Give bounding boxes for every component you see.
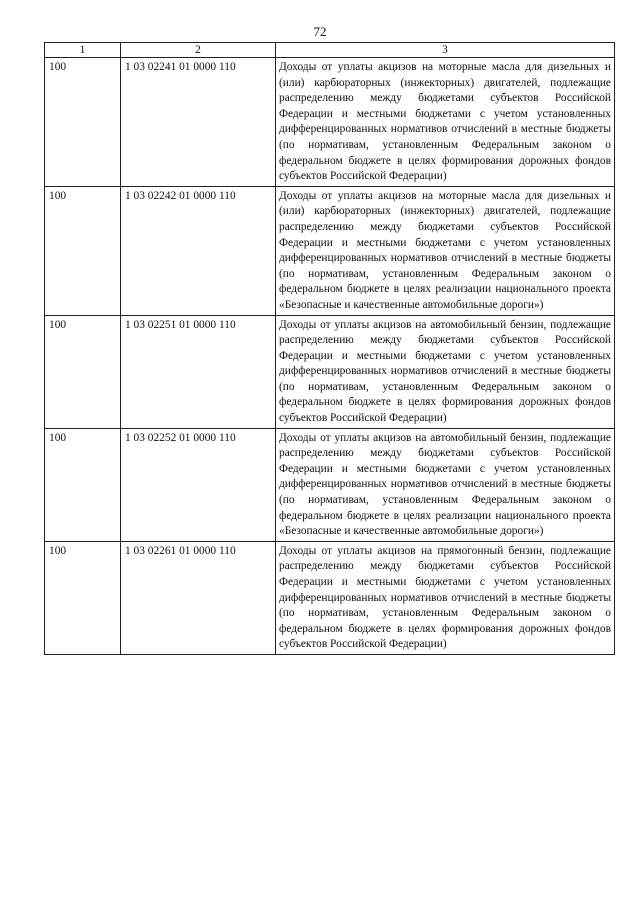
revenue-description-cell: Доходы от уплаты акцизов на моторные масла для дизельных и (или) карбюраторных (инжекторных) двигателей, подлежащие распределению между бюджетами субъектов Российской Федерации и местными бюджетами с учетом установленных дифференцированных нормативов отчислений в местные бюджеты (по нормативам, установленным Федеральным законом о федеральном бюджете в целях реализации национального проекта «Безопасные и качественные автомобильные дороги») [276,186,615,315]
revenue-description-cell: Доходы от уплаты акцизов на автомобильный бензин, подлежащие распределению между бюджетами субъектов Российской Федерации и местными бюджетами с учетом установленных дифференцированных нормативов отчислений в местные бюджеты (по нормативам, установленным Федеральным законом о федеральном бюджете в целях реализации национального проекта «Безопасные и качественные автомобильные дороги») [276,428,615,541]
column-header-1: 1 [45,43,121,58]
column-header-2: 2 [121,43,276,58]
table-row [45,541,615,654]
admin-code-cell: 100 [45,541,121,654]
page-number: 72 [313,24,327,39]
admin-code-cell: 100 [45,186,121,315]
table-row [45,186,615,315]
admin-code-cell: 100 [45,315,121,428]
revenue-description-cell: Доходы от уплаты акцизов на моторные масла для дизельных и (или) карбюраторных (инжекторных) двигателей, подлежащие распределению между бюджетами субъектов Российской Федерации и местными бюджетами с учетом установленных дифференцированных нормативов отчислений в местные бюджеты (по нормативам, установленным Федеральным законом о федеральном бюджете в целях формирования дорожных фондов субъектов Российской Федерации) [276,58,615,187]
admin-code-cell: 100 [45,428,121,541]
revenue-description-cell: Доходы от уплаты акцизов на автомобильный бензин, подлежащие распределению между бюджетами субъектов Российской Федерации и местными бюджетами с учетом установленных дифференцированных нормативов отчислений в местные бюджеты (по нормативам, установленным Федеральным законом о федеральном бюджете в целях формирования дорожных фондов субъектов Российской Федерации) [276,315,615,428]
revenue-table [44,42,615,655]
revenue-code-cell: 1 03 02241 01 0000 110 [121,58,276,187]
revenue-code-cell: 1 03 02261 01 0000 110 [121,541,276,654]
table-row [45,315,615,428]
revenue-code-cell: 1 03 02242 01 0000 110 [121,186,276,315]
table-header-row [45,43,615,58]
revenue-description-cell: Доходы от уплаты акцизов на прямогонный бензин, подлежащие распределению между бюджетами субъектов Российской Федерации и местными бюджетами с учетом установленных дифференцированных нормативов отчислений в местные бюджеты (по нормативам, установленным Федеральным законом о федеральном бюджете в целях формирования дорожных фондов субъектов Российской Федерации) [276,541,615,654]
table-row [45,428,615,541]
column-header-3: 3 [276,43,615,58]
revenue-code-cell: 1 03 02252 01 0000 110 [121,428,276,541]
admin-code-cell: 100 [45,58,121,187]
table-row [45,58,615,187]
revenue-code-cell: 1 03 02251 01 0000 110 [121,315,276,428]
